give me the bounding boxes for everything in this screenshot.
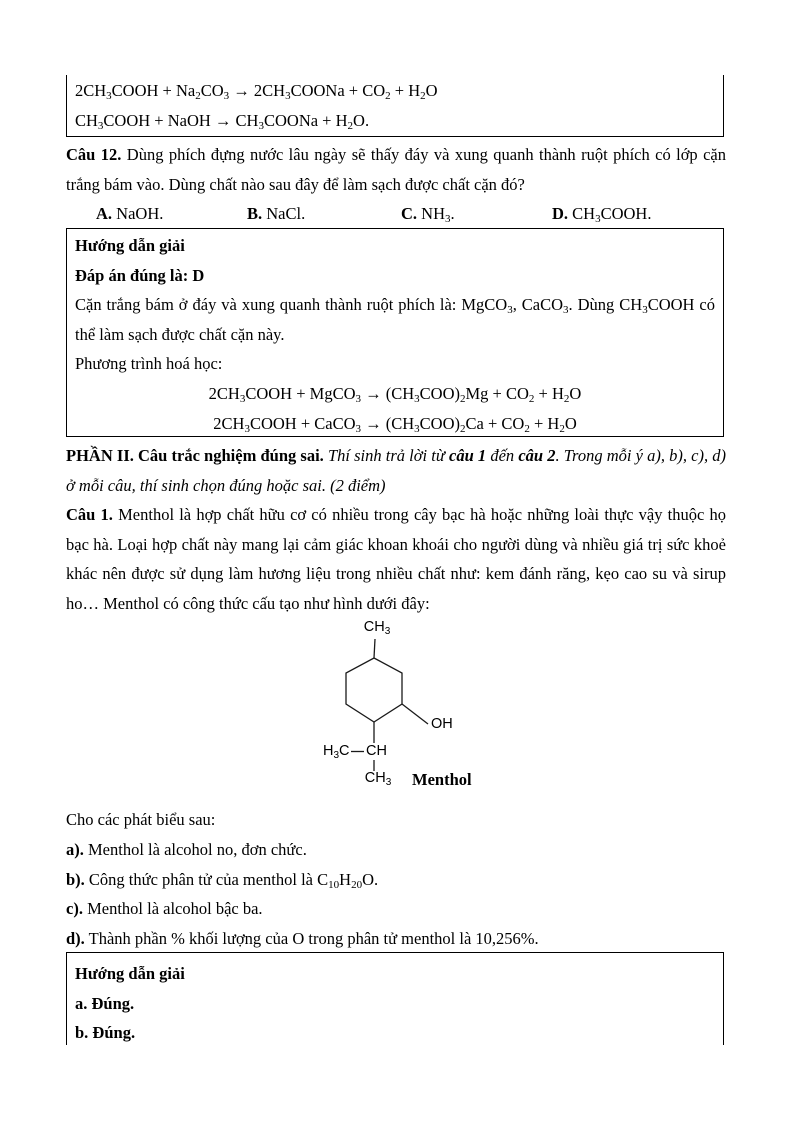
statement-a: a). Menthol là alcohol no, đơn chức. <box>66 840 307 859</box>
top-methyl-label: $CH_3$ <box>363 619 391 637</box>
solution-box-cau1 <box>66 952 724 1045</box>
part2-header: PHẦN II. Câu trắc nghiệm đúng sai. Thí sinh trả lời từ câu 1 đến câu 2. Trong mỗi ý a), b), c), d) ở mỗi câu, thí sinh chọn đúng hoặc sai. (2 điểm) <box>66 446 727 495</box>
solution-box-cau12 <box>66 228 724 437</box>
hydroxyl-label: OH <box>431 716 453 732</box>
h3c-label: $H_3C$ <box>323 743 350 761</box>
solution-title: Hướng dẫn giải <box>75 236 185 255</box>
equation-line: $2CH_3COOH + Na_2CO_3$ → $2CH_3COONa + CO_2 + H_2O$ <box>75 81 438 102</box>
solution-explanation: Cặn trắng bám ở đáy và xung quanh thành ruột phích là: MgCO$_3$, CaCO$_3$. Dùng $CH_3COOH$ có thể làm sạch được chất cặn này. <box>75 295 715 344</box>
bottom-methyl-label: $CH_3$ <box>364 770 392 788</box>
equation-line: $2CH_3COOH$ + CaCO$_3$ → $(CH_3COO)_2Ca + CO_2 + H_2O$ <box>213 413 577 435</box>
top-methyl-bond <box>374 639 375 658</box>
statements-list <box>66 835 726 953</box>
menthol-structure-figure <box>280 613 525 803</box>
question-12-text: Câu 12. Dùng phích đựng nước lâu ngày sẽ thấy đáy và xung quanh thành ruột phích có lớp cặn trắng bám vào. Dùng chất nào sau đây để làm sạch được chất cặn đó? <box>66 145 726 194</box>
hydroxyl-bond <box>402 704 428 724</box>
statements-intro: Cho các phát biểu sau: <box>66 810 216 829</box>
question-1-text: Câu 1. Menthol là hợp chất hữu cơ có nhiều trong cây bạc hà hoặc những loài thực vậy thuộc họ bạc hà. Loại hợp chất này mang lại cảm giác khoan khoái cho người dùng và nhiều giá trị sức khoẻ khác nên được sử dụng làm hương liệu trong nhiều chất như: kem đánh răng, kẹo cao su và sirup ho… Menthol có công thức cấu tạo như hình dưới đây: <box>66 505 726 613</box>
solution-title: Hướng dẫn giải <box>75 964 185 983</box>
options-row <box>66 199 726 229</box>
solution-line-a: a. Đúng. <box>75 993 135 1013</box>
statement-b: b). Công thức phân tử của menthol là $C_{10}H_{20}O$. <box>66 869 379 891</box>
correct-answer: Đáp án đúng là: D <box>75 265 205 285</box>
equation-line: $2CH_3COOH$ + MgCO$_3$ → $(CH_3COO)_2Mg + CO_2 + H_2O$ <box>208 383 582 405</box>
equation-line: $CH_3COOH$ + NaOH → $CH_3COONa + H_2O$. <box>75 110 370 132</box>
bond-lines <box>280 613 525 803</box>
cyclohexane-ring <box>346 658 402 722</box>
option-a: A. NaOH. <box>96 204 164 223</box>
statement-c: c). Menthol là alcohol bậc ba. <box>66 899 263 919</box>
option-d: D. $CH_3COOH$. <box>552 204 652 225</box>
ch-label: CH <box>366 743 387 759</box>
solution-line-b: b. Đúng. <box>75 1023 136 1043</box>
option-b: B. NaCl. <box>247 204 306 223</box>
equation-label: Phương trình hoá học: <box>75 354 223 374</box>
statement-d: d). Thành phần % khối lượng của O trong phân tử menthol là 10,256%. <box>66 928 539 948</box>
option-c: C. $NH_3$. <box>401 204 455 225</box>
figure-caption: Menthol <box>412 770 472 789</box>
equation-box-continued <box>66 75 724 137</box>
